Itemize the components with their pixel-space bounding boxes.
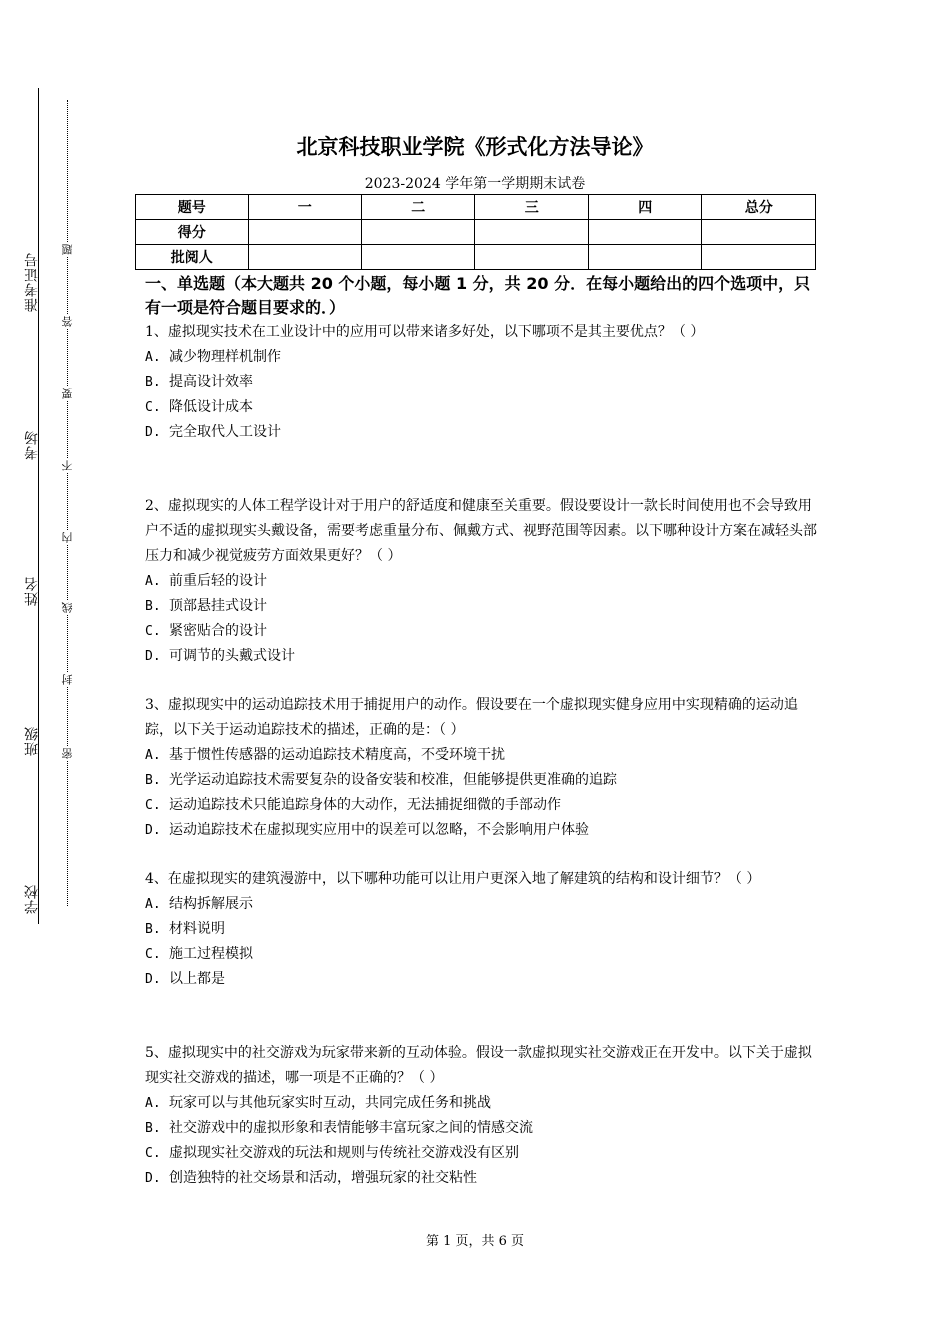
option-b[interactable] [145, 370, 817, 395]
page-footer: 第 1 页，共 6 页 [425, 1234, 525, 1249]
option-b[interactable] [145, 1116, 817, 1141]
option-letter: D. [145, 972, 161, 987]
score-cell[interactable] [702, 220, 816, 245]
question-text: 1、虚拟现实技术在工业设计中的应用可以带来诸多好处，以下哪项不是其主要优点？（ ） [145, 324, 705, 340]
question-text: 5、虚拟现实中的社交游戏为玩家带来新的互动体验。假设一款虚拟现实社交游戏正在开发中。以下关于虚拟现实社交游戏的描述，哪一项是不正确的？（ ） [145, 1045, 812, 1086]
option-d[interactable] [145, 967, 817, 992]
option-letter: C. [145, 947, 161, 962]
seal-mark: 题 [61, 244, 74, 255]
exam-title: 北京科技职业学院《形式化方法导论》 [296, 135, 654, 159]
option-text: 结构拆解展示 [169, 896, 253, 912]
question-text: 3、虚拟现实中的运动追踪技术用于捕捉用户的动作。假设要在一个虚拟现实健身应用中实现精确的运动追踪，以下关于运动追踪技术的描述，正确的是：（ ） [145, 697, 798, 738]
seal-mark: 不 [61, 460, 74, 471]
option-text: 紧密贴合的设计 [169, 623, 267, 639]
option-letter: C. [145, 400, 161, 415]
score-cell[interactable] [248, 220, 361, 245]
label-exam-number: 准考证号 [24, 252, 40, 312]
grader-cell[interactable] [248, 245, 361, 270]
exam-subtitle: 2023-2024 学年第一学期期末试卷 [364, 176, 586, 192]
option-text: 基于惯性传感器的运动追踪技术精度高，不受环境干扰 [169, 747, 505, 763]
header-cell: 一 [248, 195, 361, 220]
section-title: 一、单选题（本大题共 20 个小题，每小题 1 分，共 20 分．在每小题给出的四个选项中，只有一项是符合题目要求的．） [145, 274, 811, 317]
option-text: 完全取代人工设计 [169, 424, 281, 440]
option-a[interactable] [145, 1091, 817, 1116]
question-2 [145, 494, 817, 669]
option-b[interactable] [145, 917, 817, 942]
option-letter: D. [145, 649, 161, 664]
option-c[interactable] [145, 942, 817, 967]
option-letter: B. [145, 922, 161, 937]
binding-solid-line [38, 88, 39, 924]
question-1 [145, 320, 817, 445]
option-letter: A. [145, 897, 161, 912]
question-3 [145, 693, 817, 843]
grader-row [136, 245, 816, 270]
header-cell: 总分 [702, 195, 816, 220]
option-letter: D. [145, 425, 161, 440]
option-d[interactable] [145, 818, 817, 843]
seal-mark: 封 [61, 674, 74, 685]
option-text: 光学运动追踪技术需要复杂的设备安装和校准，但能够提供更准确的追踪 [169, 772, 617, 788]
label-name: 姓名 [24, 576, 40, 606]
option-letter: B. [145, 599, 161, 614]
option-a[interactable] [145, 569, 817, 594]
option-letter: A. [145, 574, 161, 589]
row-label: 批阅人 [136, 245, 249, 270]
score-row [136, 220, 816, 245]
option-letter: A. [145, 748, 161, 763]
header-cell: 四 [588, 195, 701, 220]
option-b[interactable] [145, 768, 817, 793]
header-cell: 三 [475, 195, 588, 220]
option-letter: B. [145, 773, 161, 788]
option-text: 顶部悬挂式设计 [169, 598, 267, 614]
option-text: 施工过程模拟 [169, 946, 253, 962]
option-c[interactable] [145, 793, 817, 818]
row-label: 得分 [136, 220, 249, 245]
seal-mark: 要 [61, 388, 74, 399]
score-cell[interactable] [475, 220, 588, 245]
option-text: 虚拟现实社交游戏的玩法和规则与传统社交游戏没有区别 [169, 1145, 519, 1161]
option-letter: B. [145, 1121, 161, 1136]
option-letter: C. [145, 1146, 161, 1161]
option-text: 材料说明 [169, 921, 225, 937]
option-text: 前重后轻的设计 [169, 573, 267, 589]
option-letter: C. [145, 624, 161, 639]
grader-cell[interactable] [475, 245, 588, 270]
seal-mark: 答 [61, 316, 74, 327]
binding-dotted-line [67, 100, 68, 906]
seal-mark: 内 [61, 532, 74, 543]
score-table-header-row [136, 195, 816, 220]
option-b[interactable] [145, 594, 817, 619]
seal-mark: 密 [61, 748, 74, 759]
option-c[interactable] [145, 1141, 817, 1166]
option-letter: D. [145, 823, 161, 838]
grader-cell[interactable] [588, 245, 701, 270]
option-letter: B. [145, 375, 161, 390]
option-text: 社交游戏中的虚拟形象和表情能够丰富玩家之间的情感交流 [169, 1120, 533, 1136]
option-a[interactable] [145, 892, 817, 917]
label-exam-room: 考场 [24, 430, 40, 460]
grader-cell[interactable] [702, 245, 816, 270]
label-school: 学校 [24, 884, 40, 914]
option-letter: D. [145, 1171, 161, 1186]
score-table [135, 194, 816, 270]
seal-mark: 线 [61, 602, 74, 613]
option-letter: C. [145, 798, 161, 813]
question-text: 2、虚拟现实的人体工程学设计对于用户的舒适度和健康至关重要。假设要设计一款长时间使用也不会导致用户不适的虚拟现实头戴设备，需要考虑重量分布、佩戴方式、视野范围等因素。以下哪种设计方案在减轻头部压力和减少视觉疲劳方面效果更好？（ ） [145, 498, 817, 564]
option-text: 提高设计效率 [169, 374, 253, 390]
option-text: 以上都是 [169, 971, 225, 987]
question-5 [145, 1041, 817, 1191]
option-c[interactable] [145, 619, 817, 644]
option-text: 运动追踪技术只能追踪身体的大动作，无法捕捉细微的手部动作 [169, 797, 561, 813]
option-text: 减少物理样机制作 [169, 349, 281, 365]
option-a[interactable] [145, 345, 817, 370]
option-c[interactable] [145, 395, 817, 420]
header-cell: 题号 [136, 195, 249, 220]
option-letter: A. [145, 350, 161, 365]
score-cell[interactable] [361, 220, 474, 245]
option-d[interactable] [145, 420, 817, 445]
option-a[interactable] [145, 743, 817, 768]
option-d[interactable] [145, 1166, 817, 1191]
option-text: 可调节的头戴式设计 [169, 648, 295, 664]
question-text: 4、在虚拟现实的建筑漫游中，以下哪种功能可以让用户更深入地了解建筑的结构和设计细节？（ ） [145, 871, 761, 887]
score-cell[interactable] [588, 220, 701, 245]
option-text: 创造独特的社交场景和活动，增强玩家的社交粘性 [169, 1170, 477, 1186]
option-letter: A. [145, 1096, 161, 1111]
header-cell: 二 [361, 195, 474, 220]
option-d[interactable] [145, 644, 817, 669]
option-text: 玩家可以与其他玩家实时互动，共同完成任务和挑战 [169, 1095, 491, 1111]
option-text: 运动追踪技术在虚拟现实应用中的误差可以忽略，不会影响用户体验 [169, 822, 589, 838]
grader-cell[interactable] [361, 245, 474, 270]
option-text: 降低设计成本 [169, 399, 253, 415]
label-class: 班级 [24, 726, 40, 756]
question-4 [145, 867, 817, 992]
